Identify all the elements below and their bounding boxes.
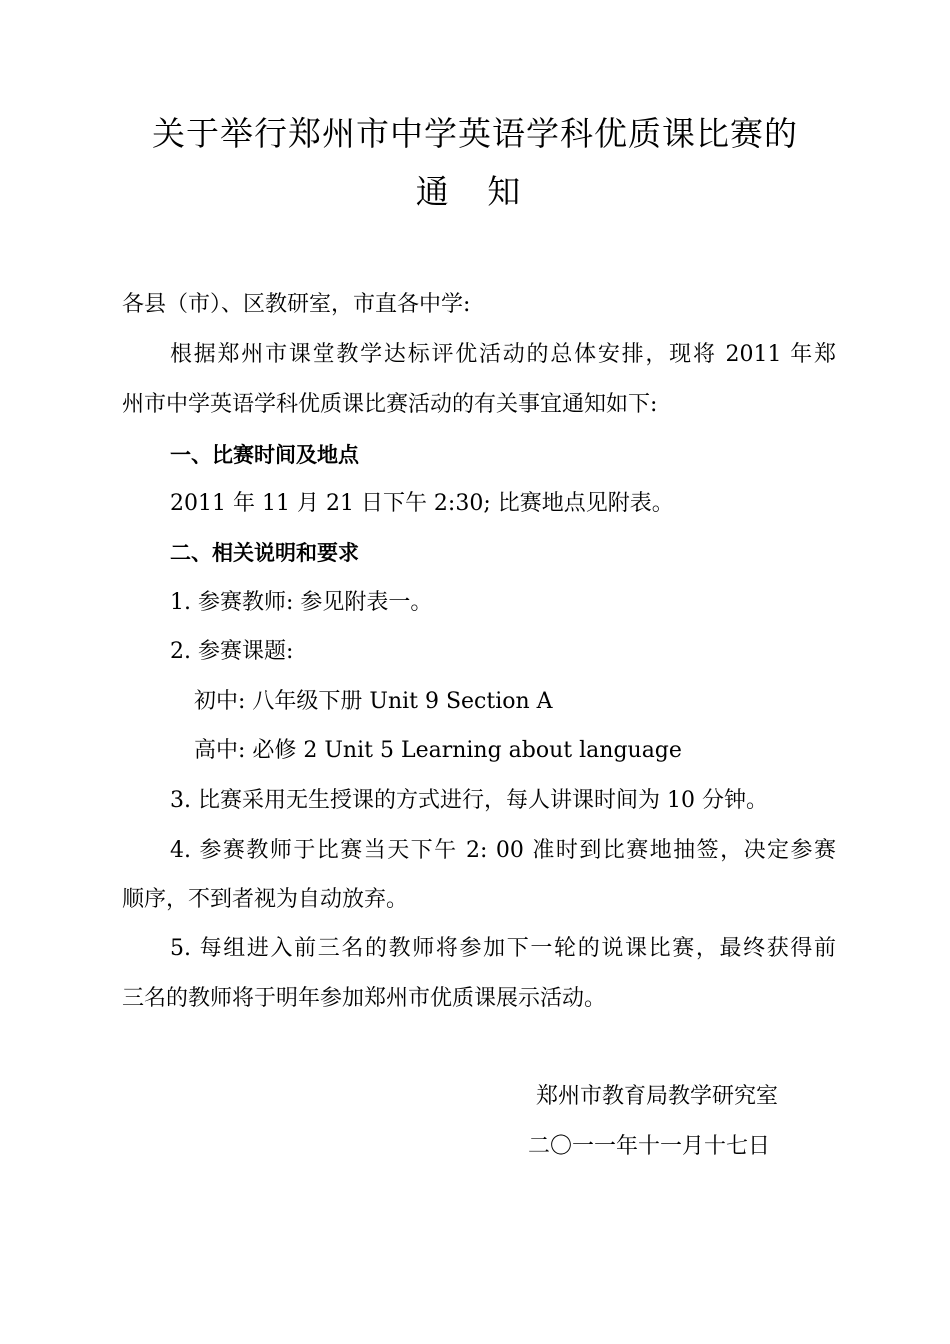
- document-title-line1: 关于举行郑州市中学英语学科优质课比赛的: [152, 114, 798, 153]
- document-title-line2: 通 知: [415, 172, 535, 211]
- section2-item1: 1. 参赛教师: 参见附表一。: [170, 590, 433, 615]
- section2-item4-line1: 4. 参赛教师于比赛当天下午 2: 00 准时到比赛地抽签，决定参赛: [170, 838, 836, 863]
- section2-item2-senior: 高中: 必修 2 Unit 5 Learning about language: [194, 738, 682, 763]
- signature-organization: 郑州市教育局教学研究室: [536, 1084, 779, 1109]
- salutation: 各县（市）、区教研室，市直各中学:: [122, 292, 471, 317]
- section2-item2: 2. 参赛课题:: [170, 639, 294, 664]
- signature-date: 二〇一一年十一月十七日: [528, 1134, 771, 1159]
- section2-heading: 二、相关说明和要求: [170, 541, 359, 565]
- intro-line1: 根据郑州市课堂教学达标评优活动的总体安排，现将 2011 年郑: [170, 342, 836, 367]
- section2-item3: 3. 比赛采用无生授课的方式进行，每人讲课时间为 10 分钟。: [170, 788, 768, 813]
- section2-item4-line2: 顺序，不到者视为自动放弃。: [122, 887, 409, 912]
- section2-item2-junior: 初中: 八年级下册 Unit 9 Section A: [194, 689, 553, 714]
- section1-text: 2011 年 11 月 21 日下午 2:30; 比赛地点见附表。: [170, 491, 674, 516]
- section1-heading: 一、比赛时间及地点: [170, 443, 359, 467]
- intro-line2: 州市中学英语学科优质课比赛活动的有关事宜通知如下:: [122, 392, 658, 417]
- section2-item5-line2: 三名的教师将于明年参加郑州市优质课展示活动。: [122, 986, 607, 1011]
- section2-item5-line1: 5. 每组进入前三名的教师将参加下一轮的说课比赛，最终获得前: [170, 936, 836, 961]
